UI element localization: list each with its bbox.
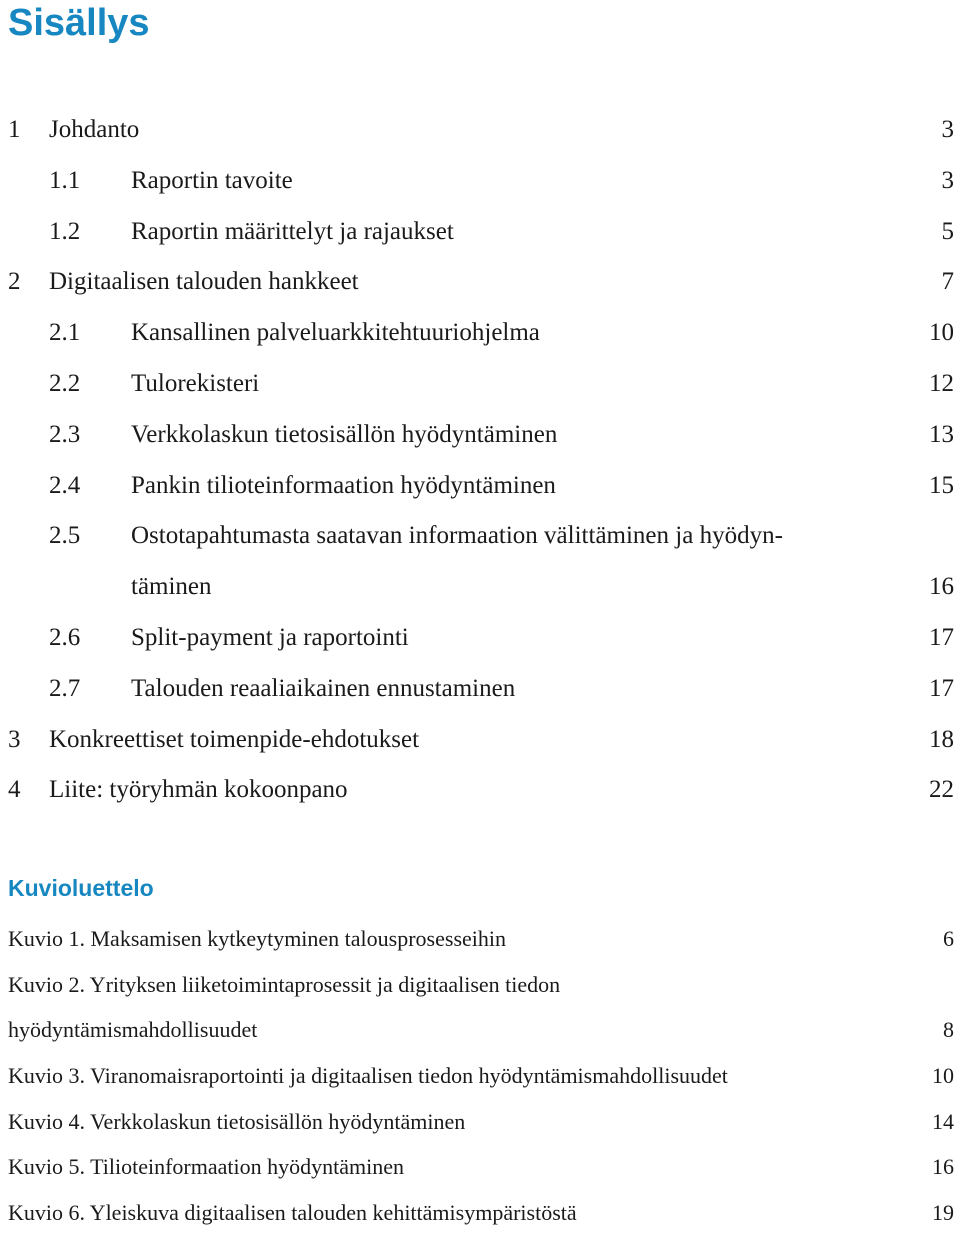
figure-entry-3[interactable] [0,1053,960,1099]
figure-entry-6[interactable] [0,1190,960,1236]
figure-entry-5[interactable] [0,1144,960,1190]
toc-entry-title[interactable]: Split-payment ja raportointi [131,623,409,651]
toc-entry-page: 15 [929,471,954,499]
toc-entry-page: 17 [929,674,954,702]
toc-entry-number: 2.1 [49,319,81,347]
toc-entry-number: 2.5 [49,522,81,550]
toc-entry-page: 3 [941,116,954,143]
toc-entry-1-2[interactable] [0,207,960,258]
toc-entry-title[interactable]: Johdanto [49,116,140,143]
toc-entry-number: 2.3 [49,420,81,448]
toc-entry-title[interactable]: Talouden reaaliaikainen ennustaminen [131,674,516,702]
toc-entry-title[interactable]: Verkkolaskun tietosisällön hyödyntäminen [131,420,558,448]
toc-entry-title[interactable]: Digitaalisen talouden hankkeet [49,268,359,296]
toc-entry-2-3[interactable] [0,410,960,461]
toc-entry-title[interactable]: Kansallinen palveluarkkitehtuuriohjelma [131,319,540,347]
toc-entry-2-2[interactable] [0,359,960,410]
toc-entry-number: 3 [8,725,21,753]
figure-entry-title[interactable]: Kuvio 5. Tilioteinformaation hyödyntäminen [8,1154,404,1180]
figure-entry-title[interactable]: Kuvio 3. Viranomaisraportointi ja digitaalisen tiedon hyödyntämismahdollisuudet [8,1063,728,1089]
figure-entry-page: 16 [932,1154,954,1180]
figure-entry-title[interactable]: Kuvio 4. Verkkolaskun tietosisällön hyödyntäminen [8,1108,466,1134]
figure-entry-title-line-2: hyödyntämismahdollisuudet [8,1017,258,1043]
toc-entry-number: 2.4 [49,471,81,499]
toc-entry-1-1[interactable] [0,156,960,207]
figure-entry-page: 8 [943,1017,954,1043]
figure-entry-title[interactable] [8,962,560,1053]
figure-entry-page: 14 [932,1108,954,1134]
toc-entry-number: 4 [8,776,21,804]
toc-entry-title[interactable]: Raportin tavoite [131,166,293,194]
toc-entry-2-7[interactable] [0,664,960,715]
toc-entry-page: 18 [929,725,954,753]
toc-entry-page: 17 [929,623,954,651]
figure-entry-title[interactable]: Kuvio 1. Maksamisen kytkeytyminen talousprosesseihin [8,926,506,951]
toc-entry-2-1[interactable] [0,308,960,359]
toc-entry-number: 2.7 [49,674,81,702]
toc-entry-number: 2 [8,268,21,296]
toc-entry-title-continued[interactable]: täminen [131,573,212,601]
toc-entry-page: 22 [929,776,954,804]
toc-entry-3[interactable] [0,715,960,766]
toc-entry-page: 10 [929,319,954,347]
toc-entry-1[interactable] [0,105,960,156]
toc-entry-title[interactable]: Raportin määrittelyt ja rajaukset [131,217,454,245]
toc-entry-page: 12 [929,369,954,397]
toc-entry-title[interactable]: Ostotapahtumasta saatavan informaation välittäminen ja hyödyn- [131,522,783,550]
toc-entry-2-5[interactable] [0,511,960,562]
figure-entry-4[interactable] [0,1099,960,1145]
figure-entry-title-line-1: Kuvio 2. Yrityksen liiketoimintaprosessit ja digitaalisen tiedon [8,971,561,997]
toc-entry-2-4[interactable] [0,461,960,512]
toc-entry-title[interactable]: Konkreettiset toimenpide-ehdotukset [49,725,420,753]
toc-entry-title[interactable]: Tulorekisteri [131,369,260,397]
toc-entry-page: 5 [941,217,954,245]
figure-entry-1[interactable] [0,916,960,962]
figure-entry-title[interactable]: Kuvio 6. Yleiskuva digitaalisen talouden kehittämisympäristöstä [8,1200,577,1226]
toc-entry-page: 3 [941,166,954,194]
toc-entry-number: 1.2 [49,217,81,245]
toc-entry-4[interactable] [0,765,960,816]
figure-entry-page: 6 [943,926,954,951]
toc-entry-2-6[interactable] [0,613,960,664]
toc-entry-title[interactable]: Pankin tilioteinformaation hyödyntäminen [131,471,556,499]
toc-entry-number: 2.2 [49,369,81,397]
figure-entry-page: 19 [932,1200,954,1226]
list-of-figures [0,916,960,1236]
toc-entry-title[interactable]: Liite: työryhmän kokoonpano [49,776,348,804]
toc-entry-number: 1.1 [49,166,81,194]
toc-entry-number: 1 [8,116,21,143]
figure-entry-page: 10 [932,1063,954,1089]
toc-entry-2[interactable] [0,257,960,308]
figure-entry-2[interactable] [0,962,960,1053]
figures-heading: Kuvioluettelo [8,875,154,901]
table-of-contents [0,105,960,816]
toc-entry-number: 2.6 [49,623,81,651]
toc-entry-page: 13 [929,420,954,448]
toc-entry-page: 7 [941,268,954,296]
toc-entry-2-5-continued[interactable] [0,562,960,613]
page-title: Sisällys [8,2,150,44]
toc-entry-page: 16 [929,573,954,601]
